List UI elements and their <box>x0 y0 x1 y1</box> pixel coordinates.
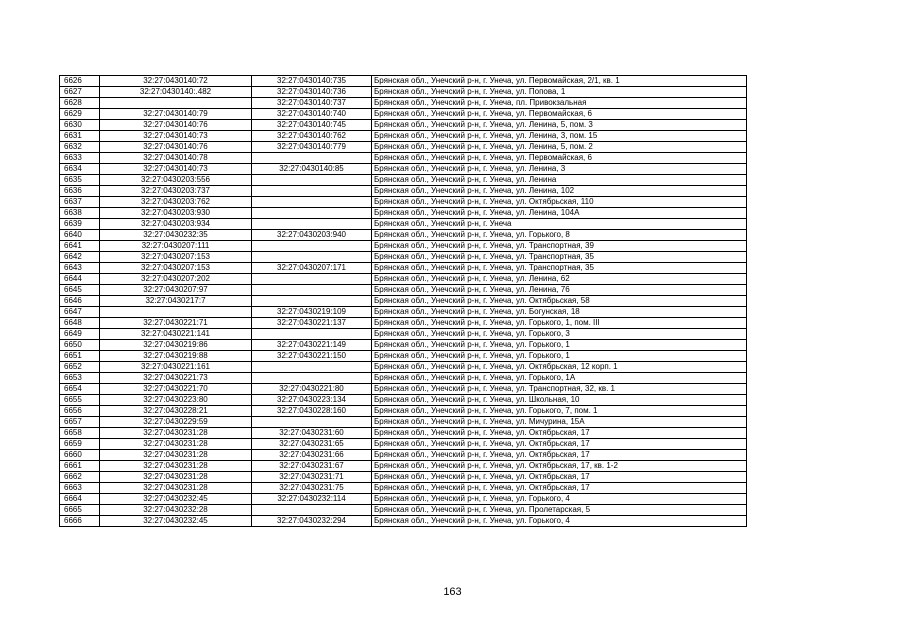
address-cell: Брянская обл., Унечский р-н, г. Унеча, ул. Горького, 1А <box>372 373 747 384</box>
row-number-cell: 6663 <box>60 483 100 494</box>
address-cell: Брянская обл., Унечский р-н, г. Унеча, пл. Привокзальная <box>372 98 747 109</box>
table-row <box>60 197 747 208</box>
cadastral-number-cell: 32:27:0430231:28 <box>100 450 252 461</box>
table-row <box>60 516 747 527</box>
sub-object-number-cell <box>252 417 372 428</box>
cadastral-number-cell: 32:27:0430223:80 <box>100 395 252 406</box>
address-cell: Брянская обл., Унечский р-н, г. Унеча, ул. Октябрьская, 17 <box>372 472 747 483</box>
sub-object-number-cell <box>252 329 372 340</box>
address-cell: Брянская обл., Унечский р-н, г. Унеча, ул. Пролетарская, 5 <box>372 505 747 516</box>
sub-object-number-cell <box>252 362 372 373</box>
cadastral-number-cell: 32:27:0430232:35 <box>100 230 252 241</box>
cadastral-number-cell: 32:27:0430140:76 <box>100 120 252 131</box>
sub-object-number-cell <box>252 197 372 208</box>
table-row <box>60 417 747 428</box>
address-cell: Брянская обл., Унечский р-н, г. Унеча, ул. Богунская, 18 <box>372 307 747 318</box>
row-number-cell: 6655 <box>60 395 100 406</box>
sub-object-number-cell: 32:27:0430231:67 <box>252 461 372 472</box>
cadastral-number-cell: 32:27:0430207:202 <box>100 274 252 285</box>
address-cell: Брянская обл., Унечский р-н, г. Унеча, ул. Первомайская, 6 <box>372 153 747 164</box>
table-row <box>60 428 747 439</box>
sub-object-number-cell: 32:27:0430219:109 <box>252 307 372 318</box>
row-number-cell: 6664 <box>60 494 100 505</box>
row-number-cell: 6626 <box>60 76 100 87</box>
address-cell: Брянская обл., Унечский р-н, г. Унеча, ул. Горького, 4 <box>372 516 747 527</box>
cadastral-number-cell: 32:27:0430140:72 <box>100 76 252 87</box>
table-row <box>60 109 747 120</box>
sub-object-number-cell: 32:27:0430140:735 <box>252 76 372 87</box>
row-number-cell: 6643 <box>60 263 100 274</box>
table-row <box>60 472 747 483</box>
sub-object-number-cell: 32:27:0430140:740 <box>252 109 372 120</box>
sub-object-number-cell <box>252 153 372 164</box>
address-cell: Брянская обл., Унечский р-н, г. Унеча, ул. Мичурина, 15А <box>372 417 747 428</box>
sub-object-number-cell: 32:27:0430221:149 <box>252 340 372 351</box>
table-row <box>60 362 747 373</box>
sub-object-number-cell: 32:27:0430231:71 <box>252 472 372 483</box>
address-cell: Брянская обл., Унечский р-н, г. Унеча, ул. Горького, 1 <box>372 351 747 362</box>
address-cell: Брянская обл., Унечский р-н, г. Унеча, ул. Ленина, 62 <box>372 274 747 285</box>
cadastral-number-cell: 32:27:0430231:28 <box>100 472 252 483</box>
address-cell: Брянская обл., Унечский р-н, г. Унеча, ул. Горького, 1, пом. III <box>372 318 747 329</box>
row-number-cell: 6642 <box>60 252 100 263</box>
sub-object-number-cell <box>252 285 372 296</box>
sub-object-number-cell: 32:27:0430203:940 <box>252 230 372 241</box>
table-row <box>60 483 747 494</box>
row-number-cell: 6645 <box>60 285 100 296</box>
row-number-cell: 6630 <box>60 120 100 131</box>
row-number-cell: 6656 <box>60 406 100 417</box>
table-row <box>60 164 747 175</box>
address-cell: Брянская обл., Унечский р-н, г. Унеча, ул. Ленина, 5, пом. 2 <box>372 142 747 153</box>
table-row <box>60 87 747 98</box>
cadastral-number-cell: 32:27:0430219:88 <box>100 351 252 362</box>
cadastral-number-cell: 32:27:0430231:28 <box>100 428 252 439</box>
address-cell: Брянская обл., Унечский р-н, г. Унеча, ул. Горького, 7, пом. 1 <box>372 406 747 417</box>
row-number-cell: 6629 <box>60 109 100 120</box>
address-cell: Брянская обл., Унечский р-н, г. Унеча, ул. Транспортная, 35 <box>372 252 747 263</box>
cadastral-number-cell: 32:27:0430203:934 <box>100 219 252 230</box>
address-cell: Брянская обл., Унечский р-н, г. Унеча, ул. Первомайская, 2/1, кв. 1 <box>372 76 747 87</box>
sub-object-number-cell: 32:27:0430221:137 <box>252 318 372 329</box>
table-row <box>60 131 747 142</box>
table-row <box>60 340 747 351</box>
sub-object-number-cell: 32:27:0430232:294 <box>252 516 372 527</box>
table-row <box>60 406 747 417</box>
cadastral-number-cell: 32:27:0430221:73 <box>100 373 252 384</box>
row-number-cell: 6649 <box>60 329 100 340</box>
cadastral-number-cell: 32:27:0430232:45 <box>100 516 252 527</box>
sub-object-number-cell: 32:27:0430221:80 <box>252 384 372 395</box>
address-cell: Брянская обл., Унечский р-н, г. Унеча, ул. Октябрьская, 17 <box>372 483 747 494</box>
sub-object-number-cell: 32:27:0430231:65 <box>252 439 372 450</box>
cadastral-number-cell: 32:27:0430232:28 <box>100 505 252 516</box>
sub-object-number-cell <box>252 219 372 230</box>
row-number-cell: 6658 <box>60 428 100 439</box>
table-row <box>60 505 747 516</box>
row-number-cell: 6665 <box>60 505 100 516</box>
row-number-cell: 6654 <box>60 384 100 395</box>
row-number-cell: 6640 <box>60 230 100 241</box>
table-row <box>60 384 747 395</box>
table-row <box>60 439 747 450</box>
sub-object-number-cell: 32:27:0430231:75 <box>252 483 372 494</box>
row-number-cell: 6659 <box>60 439 100 450</box>
cadastral-number-cell: 32:27:0430219:86 <box>100 340 252 351</box>
address-cell: Брянская обл., Унечский р-н, г. Унеча, ул. Октябрьская, 17 <box>372 450 747 461</box>
table-row <box>60 142 747 153</box>
table-row <box>60 450 747 461</box>
row-number-cell: 6632 <box>60 142 100 153</box>
sub-object-number-cell: 32:27:0430232:114 <box>252 494 372 505</box>
sub-object-number-cell <box>252 505 372 516</box>
table-row <box>60 76 747 87</box>
cadastral-number-cell: 32:27:0430232:45 <box>100 494 252 505</box>
row-number-cell: 6628 <box>60 98 100 109</box>
row-number-cell: 6651 <box>60 351 100 362</box>
table-row <box>60 351 747 362</box>
sub-object-number-cell: 32:27:0430231:66 <box>252 450 372 461</box>
row-number-cell: 6652 <box>60 362 100 373</box>
cadastral-number-cell: 32:27:0430221:71 <box>100 318 252 329</box>
cadastral-number-cell: 32:27:0430203:556 <box>100 175 252 186</box>
table-row <box>60 296 747 307</box>
address-cell: Брянская обл., Унечский р-н, г. Унеча, ул. Октябрьская, 110 <box>372 197 747 208</box>
address-cell: Брянская обл., Унечский р-н, г. Унеча, ул. Горького, 1 <box>372 340 747 351</box>
cadastral-number-cell: 32:27:0430140:78 <box>100 153 252 164</box>
property-registry-table <box>59 75 747 527</box>
sub-object-number-cell <box>252 373 372 384</box>
table-row <box>60 230 747 241</box>
row-number-cell: 6648 <box>60 318 100 329</box>
address-cell: Брянская обл., Унечский р-н, г. Унеча, ул. Ленина, 5, пом. 3 <box>372 120 747 131</box>
address-cell: Брянская обл., Унечский р-н, г. Унеча, ул. Школьная, 10 <box>372 395 747 406</box>
table-row <box>60 307 747 318</box>
sub-object-number-cell: 32:27:0430140:745 <box>252 120 372 131</box>
cadastral-number-cell <box>100 98 252 109</box>
address-cell: Брянская обл., Унечский р-н, г. Унеча, ул. Горького, 8 <box>372 230 747 241</box>
sub-object-number-cell <box>252 241 372 252</box>
row-number-cell: 6639 <box>60 219 100 230</box>
address-cell: Брянская обл., Унечский р-н, г. Унеча, ул. Ленина, 102 <box>372 186 747 197</box>
table-row <box>60 98 747 109</box>
cadastral-number-cell: 32:27:0430140:73 <box>100 131 252 142</box>
cadastral-number-cell: 32:27:0430140:.482 <box>100 87 252 98</box>
cadastral-number-cell: 32:27:0430203:762 <box>100 197 252 208</box>
table-row <box>60 241 747 252</box>
table-row <box>60 263 747 274</box>
cadastral-number-cell: 32:27:0430207:111 <box>100 241 252 252</box>
sub-object-number-cell: 32:27:0430140:85 <box>252 164 372 175</box>
address-cell: Брянская обл., Унечский р-н, г. Унеча, ул. Горького, 3 <box>372 329 747 340</box>
row-number-cell: 6647 <box>60 307 100 318</box>
sub-object-number-cell: 32:27:0430207:171 <box>252 263 372 274</box>
cadastral-number-cell: 32:27:0430229:59 <box>100 417 252 428</box>
cadastral-number-cell: 32:27:0430203:737 <box>100 186 252 197</box>
address-cell: Брянская обл., Унечский р-н, г. Унеча <box>372 219 747 230</box>
row-number-cell: 6634 <box>60 164 100 175</box>
address-cell: Брянская обл., Унечский р-н, г. Унеча, ул. Попова, 1 <box>372 87 747 98</box>
sub-object-number-cell <box>252 175 372 186</box>
address-cell: Брянская обл., Унечский р-н, г. Унеча, ул. Транспортная, 35 <box>372 263 747 274</box>
table-row <box>60 461 747 472</box>
table-row <box>60 329 747 340</box>
cadastral-number-cell: 32:27:0430221:161 <box>100 362 252 373</box>
sub-object-number-cell: 32:27:0430231:60 <box>252 428 372 439</box>
cadastral-number-cell: 32:27:0430207:153 <box>100 263 252 274</box>
table-row <box>60 395 747 406</box>
cadastral-number-cell: 32:27:0430140:79 <box>100 109 252 120</box>
row-number-cell: 6637 <box>60 197 100 208</box>
cadastral-number-cell: 32:27:0430207:153 <box>100 252 252 263</box>
row-number-cell: 6657 <box>60 417 100 428</box>
row-number-cell: 6650 <box>60 340 100 351</box>
address-cell: Брянская обл., Унечский р-н, г. Унеча, ул. Октябрьская, 58 <box>372 296 747 307</box>
sub-object-number-cell <box>252 252 372 263</box>
row-number-cell: 6627 <box>60 87 100 98</box>
registry-table-body <box>60 76 747 527</box>
address-cell: Брянская обл., Унечский р-н, г. Унеча, ул. Ленина, 76 <box>372 285 747 296</box>
table-row <box>60 274 747 285</box>
sub-object-number-cell: 32:27:0430140:762 <box>252 131 372 142</box>
address-cell: Брянская обл., Унечский р-н, г. Унеча, ул. Транспортная, 32, кв. 1 <box>372 384 747 395</box>
address-cell: Брянская обл., Унечский р-н, г. Унеча, ул. Октябрьская, 17 <box>372 428 747 439</box>
address-cell: Брянская обл., Унечский р-н, г. Унеча, ул. Первомайская, 6 <box>372 109 747 120</box>
row-number-cell: 6635 <box>60 175 100 186</box>
row-number-cell: 6636 <box>60 186 100 197</box>
cadastral-number-cell: 32:27:0430221:141 <box>100 329 252 340</box>
table-row <box>60 285 747 296</box>
sub-object-number-cell <box>252 208 372 219</box>
row-number-cell: 6653 <box>60 373 100 384</box>
sub-object-number-cell <box>252 186 372 197</box>
table-row <box>60 120 747 131</box>
page-number: 163 <box>443 586 462 598</box>
address-cell: Брянская обл., Унечский р-н, г. Унеча, ул. Ленина <box>372 175 747 186</box>
cadastral-number-cell: 32:27:0430140:76 <box>100 142 252 153</box>
row-number-cell: 6666 <box>60 516 100 527</box>
sub-object-number-cell <box>252 296 372 307</box>
cadastral-number-cell: 32:27:0430217:7 <box>100 296 252 307</box>
cadastral-number-cell: 32:27:0430203:930 <box>100 208 252 219</box>
sub-object-number-cell: 32:27:0430140:737 <box>252 98 372 109</box>
sub-object-number-cell: 32:27:0430228:160 <box>252 406 372 417</box>
sub-object-number-cell: 32:27:0430140:736 <box>252 87 372 98</box>
sub-object-number-cell: 32:27:0430223:134 <box>252 395 372 406</box>
cadastral-number-cell: 32:27:0430140:73 <box>100 164 252 175</box>
row-number-cell: 6641 <box>60 241 100 252</box>
row-number-cell: 6660 <box>60 450 100 461</box>
address-cell: Брянская обл., Унечский р-н, г. Унеча, ул. Ленина, 3 <box>372 164 747 175</box>
row-number-cell: 6638 <box>60 208 100 219</box>
cadastral-number-cell: 32:27:0430231:28 <box>100 483 252 494</box>
sub-object-number-cell: 32:27:0430140:779 <box>252 142 372 153</box>
address-cell: Брянская обл., Унечский р-н, г. Унеча, ул. Октябрьская, 17, кв. 1-2 <box>372 461 747 472</box>
table-row <box>60 494 747 505</box>
cadastral-number-cell <box>100 307 252 318</box>
address-cell: Брянская обл., Унечский р-н, г. Унеча, ул. Октябрьская, 12 корп. 1 <box>372 362 747 373</box>
cadastral-number-cell: 32:27:0430207:97 <box>100 285 252 296</box>
address-cell: Брянская обл., Унечский р-н, г. Унеча, ул. Транспортная, 39 <box>372 241 747 252</box>
cadastral-number-cell: 32:27:0430228:21 <box>100 406 252 417</box>
table-row <box>60 186 747 197</box>
address-cell: Брянская обл., Унечский р-н, г. Унеча, ул. Горького, 4 <box>372 494 747 505</box>
address-cell: Брянская обл., Унечский р-н, г. Унеча, ул. Октябрьская, 17 <box>372 439 747 450</box>
table-row <box>60 318 747 329</box>
row-number-cell: 6633 <box>60 153 100 164</box>
row-number-cell: 6644 <box>60 274 100 285</box>
row-number-cell: 6631 <box>60 131 100 142</box>
cadastral-number-cell: 32:27:0430221:70 <box>100 384 252 395</box>
address-cell: Брянская обл., Унечский р-н, г. Унеча, ул. Ленина, 3, пом. 15 <box>372 131 747 142</box>
row-number-cell: 6662 <box>60 472 100 483</box>
table-row <box>60 175 747 186</box>
row-number-cell: 6646 <box>60 296 100 307</box>
sub-object-number-cell: 32:27:0430221:150 <box>252 351 372 362</box>
address-cell: Брянская обл., Унечский р-н, г. Унеча, ул. Ленина, 104А <box>372 208 747 219</box>
table-row <box>60 252 747 263</box>
table-row <box>60 219 747 230</box>
table-row <box>60 373 747 384</box>
row-number-cell: 6661 <box>60 461 100 472</box>
cadastral-number-cell: 32:27:0430231:28 <box>100 461 252 472</box>
sub-object-number-cell <box>252 274 372 285</box>
table-row <box>60 153 747 164</box>
table-row <box>60 208 747 219</box>
cadastral-number-cell: 32:27:0430231:28 <box>100 439 252 450</box>
